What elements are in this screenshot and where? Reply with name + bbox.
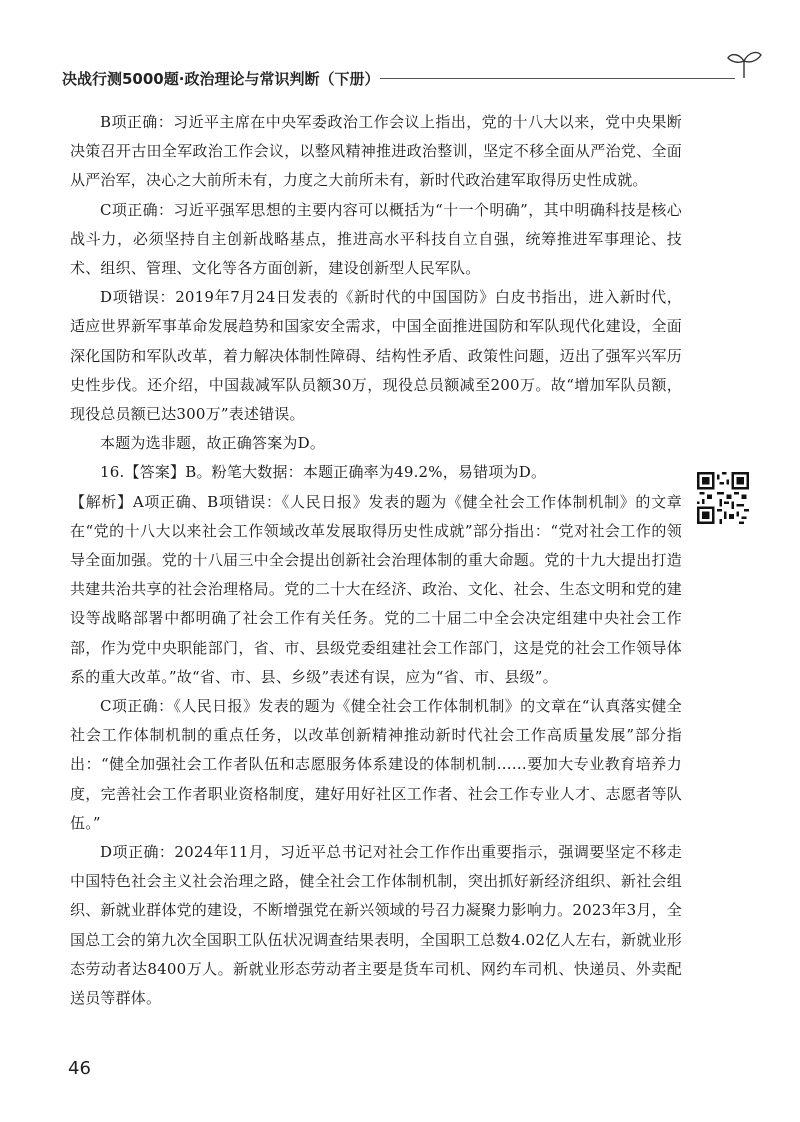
paragraph-analysis-d: D项正确：2024年11月，习近平总书记对社会工作作出重要指示，强调要坚定不移走中国特色社会主义社会治理之路，健全社会工作体制机制，突出抓好新经济组织、新社会组织、新就业群体党的建设，不断增强党在新兴领域的号召力凝聚力影响力。2023年3月，全国总工会的第九次全国职工队伍状况调查结果表明，全国职工总数4.02亿人左右，新就业形态劳动者达8400万人。新就业形态劳动者主要是货车司机、网约车司机、快递员、外卖配送员等群体。 bbox=[70, 843, 682, 1008]
paragraph-analysis-a-b: 【解析】A项正确、B项错误：《人民日报》发表的题为《健全社会工作体制机制》的文章在“党的十八大以来社会工作领域改革发展取得历史性成就”部分指出：“党对社会工作的领导全面加强。党的十八届三中全会提出创新社会治理体制的重大命题。党的十九大提出打造共建共治共享的社会治理格局。党的二十大在经济、政治、文化、社会、生态文明和党的建设等战略部署中都明确了社会工作有关任务。党的二十届二中全会决定组建中央社会工作部，作为党中央职能部门，省、市、县级党委组建社会工作部门，这是党的社会工作领导体系的重大改革。”故“省、市、县、乡级”表述有误，应为“省、市、县级”。 bbox=[70, 492, 682, 686]
paragraph-option-b: B项正确：习近平主席在中央军委政治工作会议上指出，党的十八大以来，党中央果断决策召开古田全军政治工作会议，以整风精神推进政治整训，坚定不移全面从严治党、全面从严治军，决心之大前所未有，力度之大前所未有，新时代政治建军取得历史性成就。 bbox=[70, 113, 682, 190]
paragraph-option-c: C项正确：习近平强军思想的主要内容可以概括为“十一个明确”，其中明确科技是核心战斗力，必须坚持自主创新战略基点，推进高水平科技自立自强，统筹推进军事理论、技术、组织、管理、文化等各方面创新，建设创新型人民军队。 bbox=[70, 200, 682, 278]
running-header bbox=[62, 68, 762, 98]
sprout-leaf-icon bbox=[724, 44, 764, 84]
qr-code-icon[interactable] bbox=[697, 472, 749, 524]
page-number: 46 bbox=[68, 1058, 91, 1079]
paragraph-analysis-c: C项正确：《人民日报》发表的题为《健全社会工作体制机制》的文章在“认真落实健全社会工作体制机制的重点任务，以改革创新精神推动新时代社会工作高质量发展”部分指出：“健全加强社会工作者队伍和志愿服务体系建设的体制机制……要加大专业教育培养力度，完善社会工作者职业资格制度，建好用好社区工作者、社会工作专业人才、志愿者等队伍。” bbox=[70, 697, 682, 832]
page-body bbox=[70, 108, 682, 1013]
paragraph-answer-16: 16.【答案】B。粉笔大数据：本题正确率为49.2%，易错项为D。 bbox=[100, 463, 547, 482]
paragraph-option-d: D项错误：2019年7月24日发表的《新时代的中国国防》白皮书指出，进入新时代，适应世界新军事革命发展趋势和国家安全需求，中国全面推进国防和军队现代化建设，全面深化国防和军队改革，着力解决体制性障碍、结构性矛盾、政策性问题，迈出了强军兴军历史性步伐。还介绍，中国裁减军队员额30万，现役总员额减至200万。故“增加军队员额，现役总员额已达300万”表述错误。 bbox=[70, 288, 682, 424]
paragraph-conclusion: 本题为选非题，故正确答案为D。 bbox=[100, 434, 326, 453]
book-title: 决战行测5000题·政治理论与常识判断（下册） bbox=[62, 70, 380, 88]
header-rule bbox=[380, 78, 735, 79]
